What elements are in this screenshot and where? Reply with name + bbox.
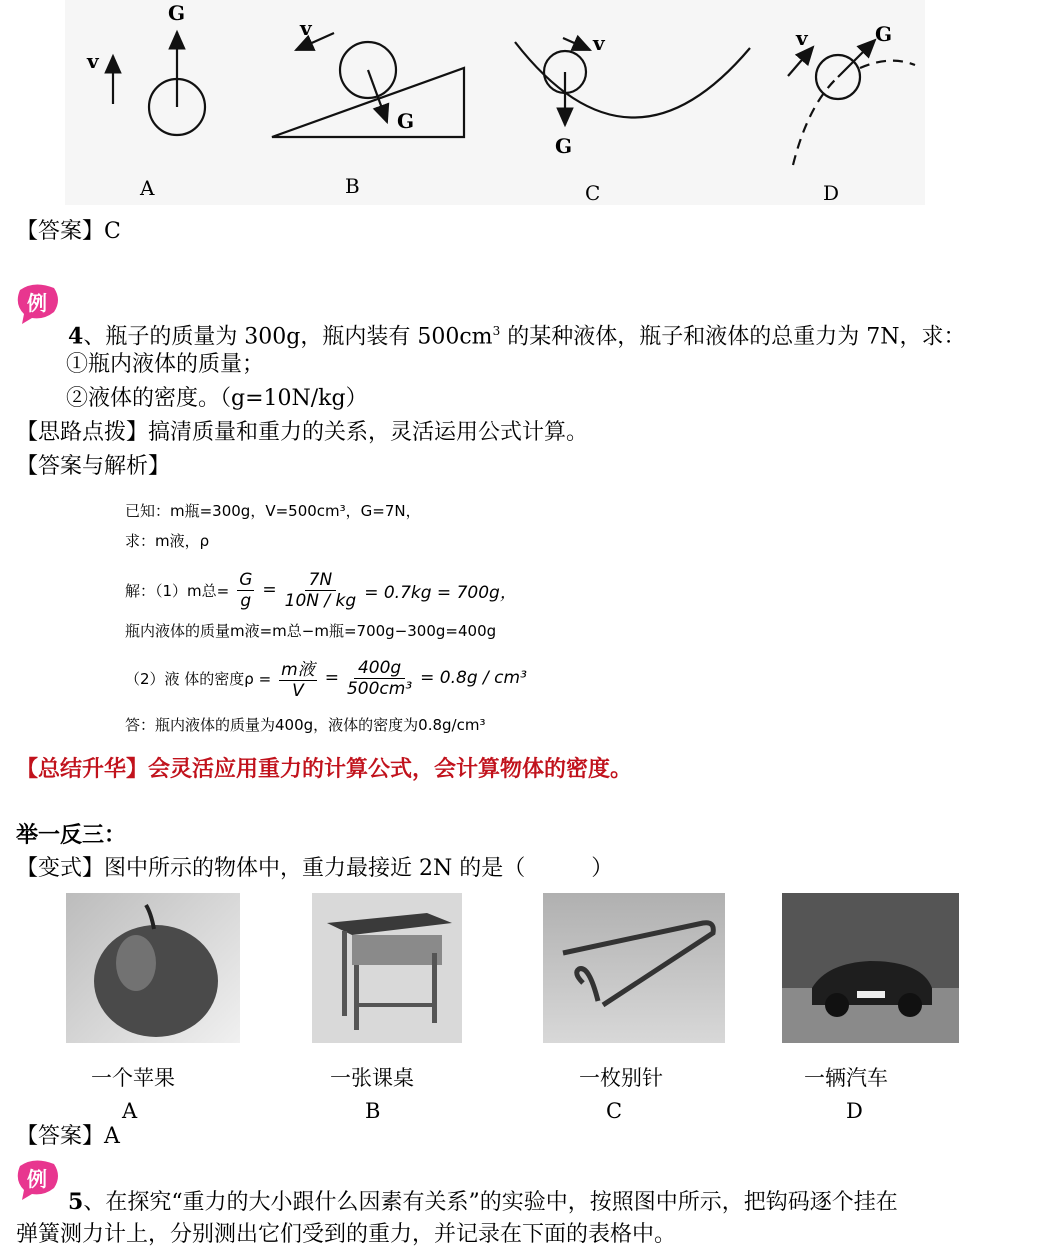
desk-photo <box>312 893 462 1043</box>
label-g-c: G <box>555 134 573 158</box>
option-letter-a: A <box>122 1099 138 1123</box>
option-caption-d: 一辆汽车 <box>804 1066 888 1090</box>
q4-answer-heading: 【答案与解析】 <box>16 454 171 479</box>
fraction: m液 V <box>279 655 317 701</box>
q5-line2: 弹簧测力计上，分别测出它们受到的重力，并记录在下面的表格中。 <box>16 1222 677 1247</box>
svg-text:例: 例 <box>27 1167 47 1191</box>
option-caption-b: 一张课桌 <box>330 1066 414 1090</box>
practice-heading: 举一反三： <box>16 822 127 848</box>
practice-question: 【变式】图中所示的物体中，重力最接近 2N 的是（ ） <box>16 856 614 881</box>
solution-step2: （2）液 体的密度ρ = m液 V = $\frac{400g}{\text{500cm³}}$ = 0.8g / cm³ <box>125 648 527 708</box>
label-v-b: v <box>300 16 312 40</box>
option-letter-d: D <box>846 1099 863 1123</box>
label-g-b: G <box>397 109 415 133</box>
q5-number: 5 <box>68 1189 84 1215</box>
label-v-d: v <box>796 26 808 50</box>
apple-photo <box>66 893 240 1043</box>
diagram-label-d: D <box>823 181 840 205</box>
q4-stem: 4、瓶子的质量为 300g，瓶内装有 $500cm^3$ 的某种液体，瓶子和液体的总重力为 7N，求： <box>68 323 966 350</box>
q4-number: 4 <box>68 323 84 350</box>
option-letter-c: C <box>606 1099 623 1123</box>
option-letter-b: B <box>365 1099 381 1123</box>
label-v-c: v <box>593 31 605 55</box>
example-badge-icon <box>14 282 60 324</box>
fraction: $\frac{G}{g}$ <box>239 569 253 611</box>
fraction: $\frac{400g}{\text{500cm³}}$ <box>346 657 413 699</box>
svg-text:例: 例 <box>27 291 47 315</box>
q4-sub2: ②液体的密度。（g=10N/kg） <box>66 386 368 411</box>
diagram-label-c: C <box>585 181 601 205</box>
solution-known: 已知：m瓶=300g，V=500cm³，G=7N， <box>125 502 421 520</box>
q3-answer: 【答案】C <box>16 219 121 244</box>
force-diagram-figure <box>60 0 930 212</box>
solution-step1: 解：（1）m总= $\frac{G}{g}$ = $\frac{7N}{10N / kg}$ = 0.7kg = 700g， <box>125 569 517 611</box>
label-g-a: G <box>168 1 186 25</box>
fraction: $\frac{7N}{10N / kg}$ <box>284 569 357 611</box>
label-g-d: G <box>875 22 893 46</box>
label-v-a: v <box>87 49 99 73</box>
q4-sub1: ①瓶内液体的质量； <box>66 352 265 377</box>
pin-photo <box>543 893 725 1043</box>
option-caption-c: 一枚别针 <box>579 1066 663 1090</box>
practice-answer: 【答案】A <box>16 1124 120 1149</box>
solution-answer: 答：瓶内液体的质量为400g，液体的密度为0.8g/cm³ <box>125 716 486 734</box>
diagram-label-a: A <box>140 176 155 200</box>
q4-hint: 【思路点拨】搞清质量和重力的关系，灵活运用公式计算。 <box>16 420 589 445</box>
summary: 【总结升华】会灵活应用重力的计算公式，会计算物体的密度。 <box>16 756 633 782</box>
diagram-label-b: B <box>345 174 360 198</box>
option-caption-a: 一个苹果 <box>91 1066 175 1090</box>
solution-step1-mass: 瓶内液体的质量m液=m总−m瓶=700g−300g=400g <box>125 622 497 640</box>
car-photo <box>782 893 959 1043</box>
solution-find: 求：m液，ρ <box>125 532 210 550</box>
q5-line1: 5、在探究“重力的大小跟什么因素有关系”的实验中，按照图中所示，把钩码逐个挂在 <box>68 1189 898 1215</box>
example-badge-icon <box>14 1158 60 1200</box>
